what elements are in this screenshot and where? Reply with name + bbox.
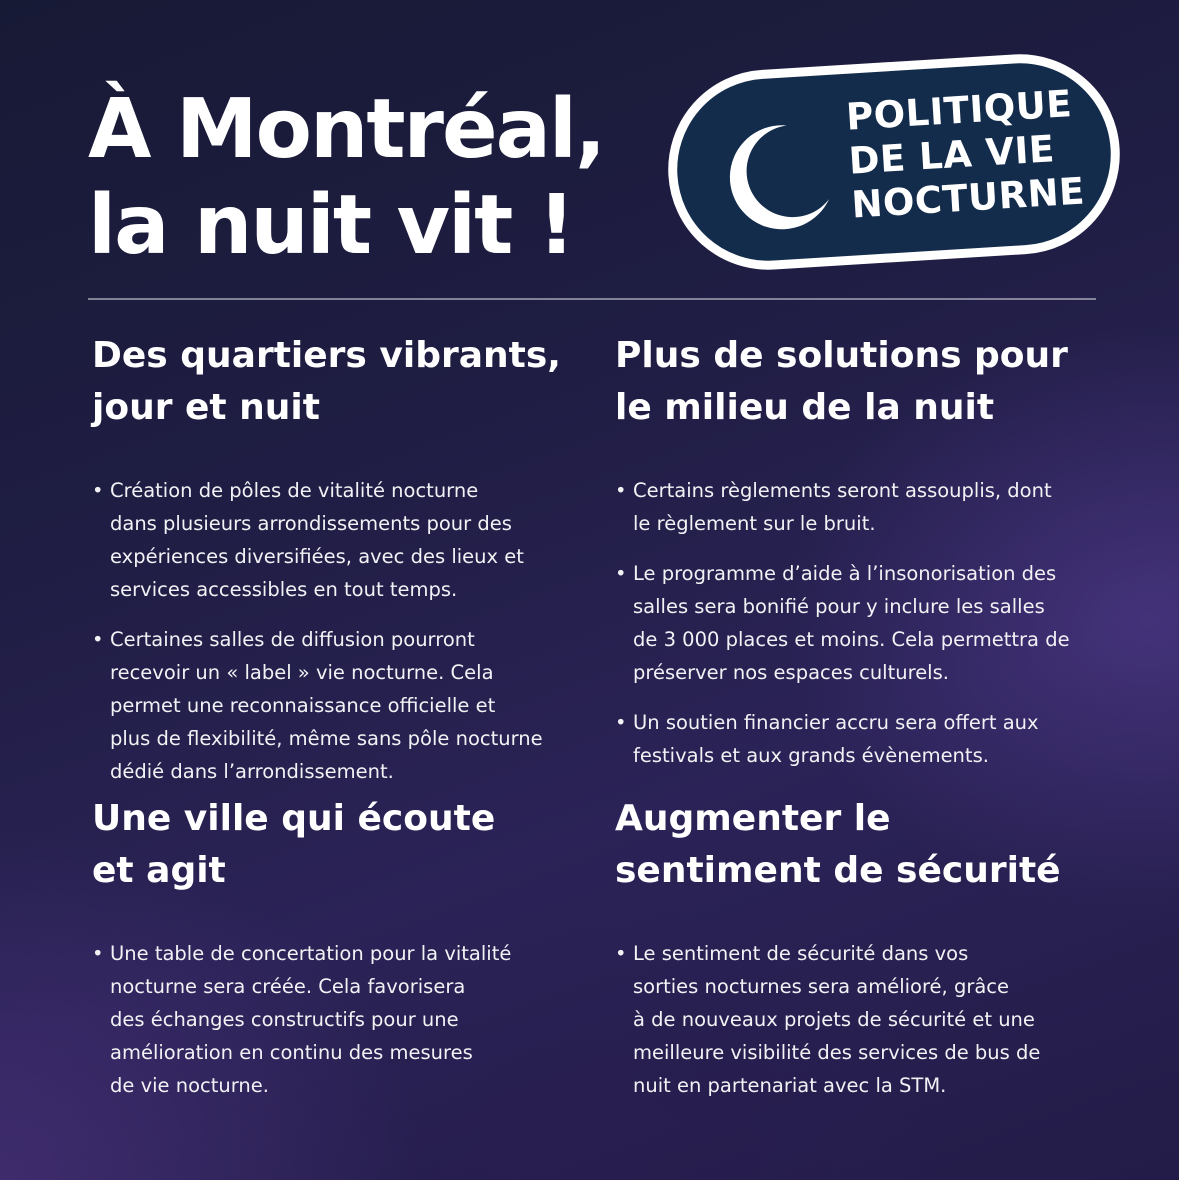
section-vibrant-neighbourhoods [92,330,592,788]
bullet-line: • Un soutien financier accru sera offert aux [633,711,1039,734]
policy-badge [662,48,1125,275]
section-title-line: sentiment de sécurité [615,850,1061,891]
bullet-line: • Le sentiment de sécurité dans vos [633,942,969,965]
section-title [615,793,1135,897]
section-title-line: Plus de solutions pour [615,335,1068,376]
bullet-line: recevoir un « label » vie nocturne. Cela [110,661,494,684]
bullet-line: festivals et aux grands évènements. [633,744,989,767]
section-title-line: Augmenter le [615,798,891,839]
bullet-line: sorties nocturnes sera amélioré, grâce [633,975,1010,998]
section-title-line: jour et nuit [92,387,320,428]
section-more-solutions [615,330,1135,772]
bullet-line: • Certains règlements seront assouplis, dont [633,479,1052,502]
badge-line-3: NOCTURNE [850,169,1087,227]
section-title-line: Des quartiers vibrants, [92,335,561,376]
bullet-line: salles sera bonifié pour y inclure les salles [633,595,1045,618]
bullet-line: meilleure visibilité des services de bus de [633,1041,1041,1064]
section-title-line: et agit [92,850,226,891]
bullet-line: préserver nos espaces culturels. [633,661,949,684]
bullet-line: nocturne sera créée. Cela favorisera [110,975,466,998]
headline-line-2: la nuit vit ! [88,178,574,273]
bullet-line: • Certaines salles de diffusion pourront [110,628,475,651]
bullet-item [92,623,592,788]
bullet-line: amélioration en continu des mesures [110,1041,473,1064]
section-title [615,330,1135,434]
divider [88,298,1096,300]
bullet-line: expériences diversifiées, avec des lieux et [110,545,524,568]
badge-line-1: POLITIQUE [844,82,1074,139]
bullet-item [92,474,592,606]
bullet-item [615,706,1135,772]
bullet-item [615,474,1135,540]
badge-text [845,82,1086,228]
bullet-item [615,557,1135,689]
section-safety [615,793,1135,1102]
bullet-line: le règlement sur le bruit. [633,512,876,535]
badge-line-2: DE LA VIE [847,127,1056,183]
crescent-moon-icon [712,113,839,240]
section-title-line: Une ville qui écoute [92,798,496,839]
bullet-list [615,474,1135,772]
bullet-line: plus de flexibilité, même sans pôle nocturne [110,727,543,750]
bullet-line: des échanges constructifs pour une [110,1008,459,1031]
bullet-list [92,474,592,788]
headline [88,82,604,274]
headline-line-1: À Montréal, [88,82,605,177]
bullet-line: de vie nocturne. [110,1074,269,1097]
section-title [92,330,592,434]
bullet-list [92,937,592,1102]
bullet-item [92,937,592,1102]
section-title [92,793,592,897]
bullet-line: de 3 000 places et moins. Cela permettra de [633,628,1070,651]
bullet-line: à de nouveaux projets de sécurité et une [633,1008,1035,1031]
bullet-line: • Création de pôles de vitalité nocturne [110,479,479,502]
bullet-line: • Une table de concertation pour la vitalité [110,942,512,965]
bullet-line: • Le programme d’aide à l’insonorisation des [633,562,1057,585]
section-city-listens [92,793,592,1102]
bullet-line: dédié dans l’arrondissement. [110,760,394,783]
bullet-line: services accessibles en tout temps. [110,578,458,601]
bullet-line: dans plusieurs arrondissements pour des [110,512,512,535]
bullet-line: nuit en partenariat avec la STM. [633,1074,947,1097]
bullet-list [615,937,1135,1102]
bullet-line: permet une reconnaissance officielle et [110,694,496,717]
bullet-item [615,937,1135,1102]
section-title-line: le milieu de la nuit [615,387,995,428]
